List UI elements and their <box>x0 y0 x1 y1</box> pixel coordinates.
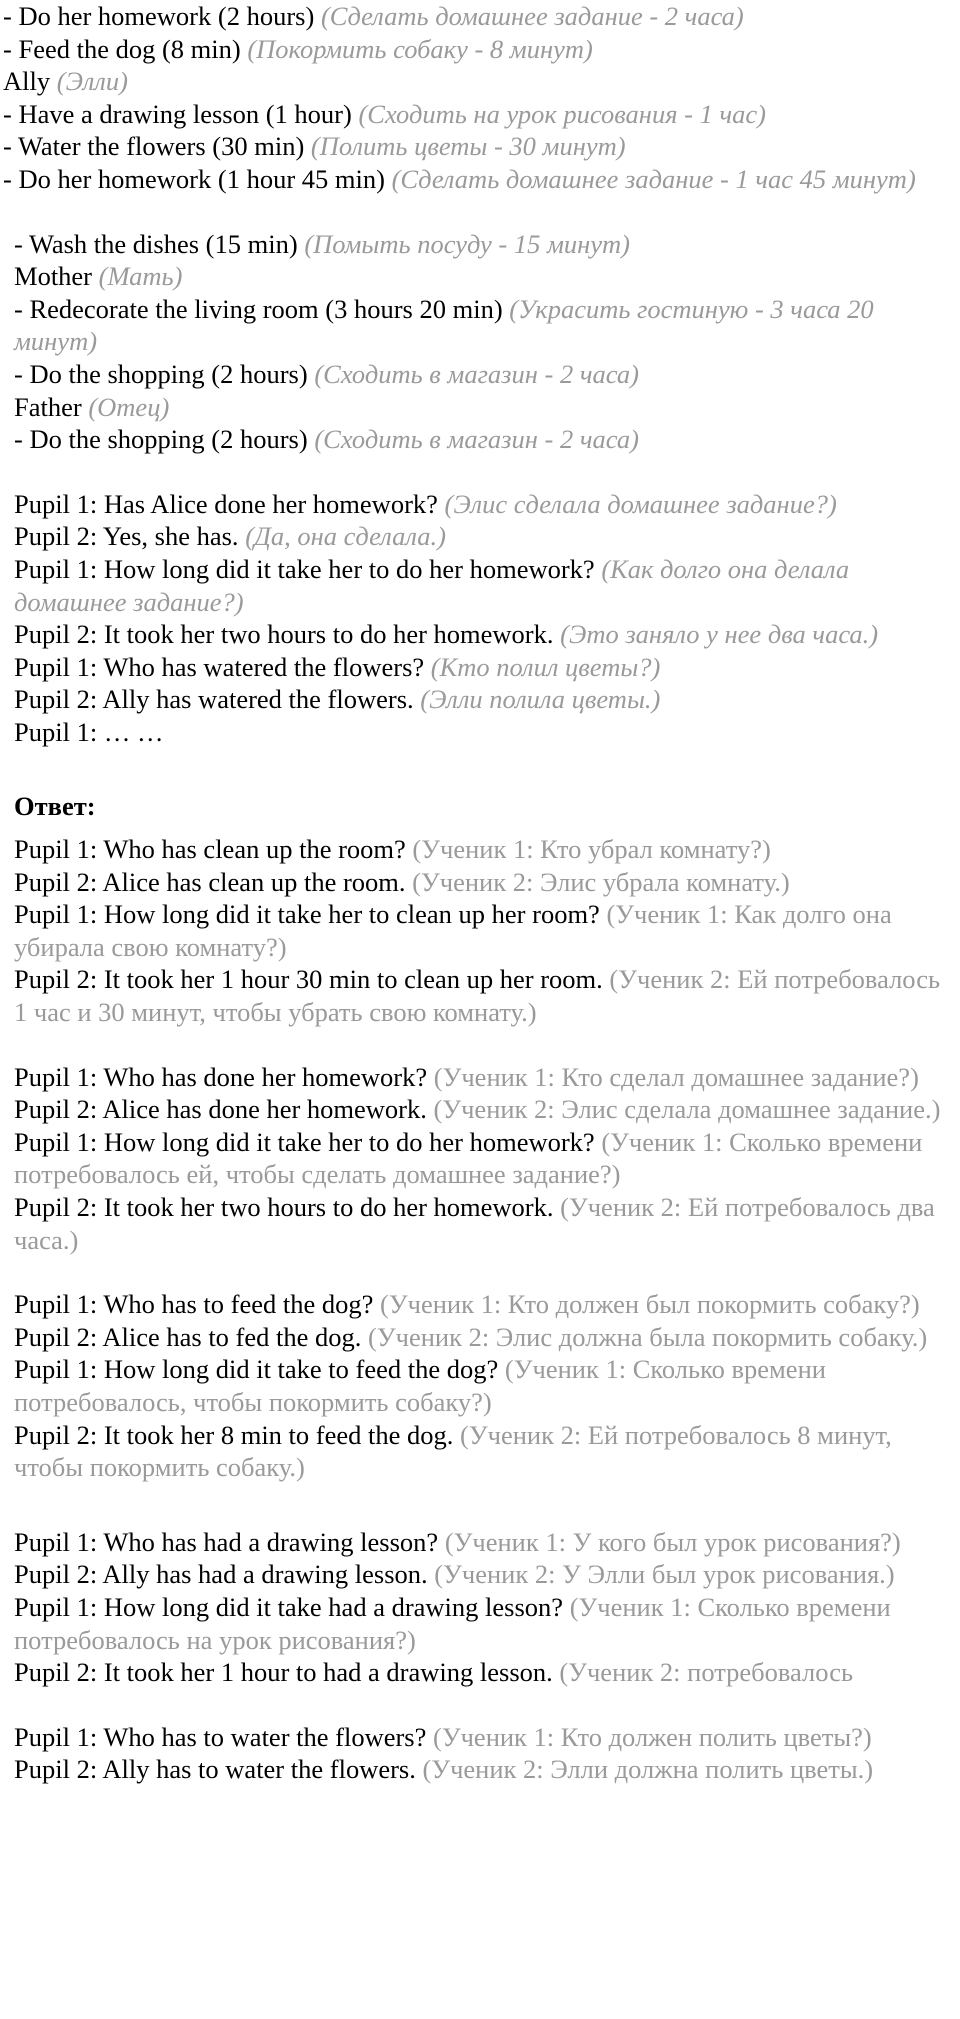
task-ru: (Украсить гостиную - 3 часа 20 минут) <box>14 293 874 357</box>
answer-en: Pupil 2: It took her two hours to do her homework. <box>14 1192 554 1222</box>
answer-ru: (Ученик 2: Ей потребовалось 8 минут, чтобы покормить собаку.) <box>14 1419 892 1483</box>
answer-en: Pupil 2: It took her 8 min to feed the dog. <box>14 1419 454 1450</box>
task-en: - Do her homework (2 hours) <box>3 1 315 31</box>
dialogue-en: Pupil 2: Yes, she has. <box>14 521 239 552</box>
dialogue-ru: (Да, она сделала.) <box>245 521 446 552</box>
task-ru: (Сходить в магазин - 2 часа) <box>314 358 639 389</box>
answer-group <box>0 1526 946 1689</box>
answer-ru: (Ученик 1: Кто должен полить цветы?) <box>433 1721 872 1752</box>
task-en: Mother <box>14 261 93 292</box>
answer-ru: (Ученик 2: У Элли был урок рисования.) <box>434 1559 895 1590</box>
dialogue-ru: (Элис сделала домашнее задание?) <box>444 488 837 519</box>
dialogue-line <box>14 488 946 521</box>
answer-line <box>14 1061 946 1094</box>
task-line <box>3 163 946 196</box>
answer-ru: (Ученик 1: Кто должен был покормить собаку?) <box>380 1289 920 1320</box>
task-line <box>14 391 946 424</box>
dialogue-line <box>14 683 946 716</box>
dialogue-line <box>14 618 946 651</box>
task-ru: (Отец) <box>88 391 170 422</box>
answer-line <box>14 1558 946 1591</box>
answer-en: Pupil 1: How long did it take to feed the dog? <box>14 1354 499 1385</box>
answer-line <box>14 1288 946 1321</box>
answer-ru: (Ученик 2: Элли должна полить цветы.) <box>422 1754 874 1785</box>
answer-line <box>14 1419 946 1484</box>
task-en: - Water the flowers (30 min) <box>3 131 305 162</box>
task-ru: (Покормить собаку - 8 минут) <box>247 33 593 64</box>
dialogue-line <box>14 520 946 553</box>
answer-line <box>14 1191 946 1256</box>
task-en: - Feed the dog (8 min) <box>3 33 241 64</box>
answer-ru: (Ученик 1: Кто сделал домашнее задание?) <box>433 1061 919 1092</box>
task-ru: (Элли) <box>56 66 128 97</box>
task-line <box>14 228 946 261</box>
answer-line <box>14 1353 946 1418</box>
dialogue-ru: (Это заняло у нее два часа.) <box>560 619 879 650</box>
task-line <box>14 423 946 456</box>
tasks-mid <box>0 228 946 456</box>
answer-en: Pupil 2: It took her 1 hour to had a drawing lesson. <box>14 1657 553 1688</box>
answer-ru: (Ученик 1: У кого был урок рисования?) <box>444 1526 901 1557</box>
answer-line <box>14 898 946 963</box>
answer-en: Pupil 2: Alice has done her homework. <box>14 1094 427 1125</box>
task-line <box>14 260 946 293</box>
dialogue-en: Pupil 1: How long did it take her to do her homework? <box>14 553 595 584</box>
task-ru: (Сделать домашнее задание - 2 часа) <box>320 1 744 31</box>
task-ru: (Полить цветы - 30 минут) <box>310 131 626 162</box>
answer-ru: (Ученик 1: Сколько времени потребовалось, чтобы покормить собаку?) <box>14 1354 826 1417</box>
answer-group <box>0 833 946 1029</box>
tasks-top <box>0 0 946 196</box>
answer-ru: (Ученик 2: Ей потребовалось 1 час и 30 минут, чтобы убрать свою комнату.) <box>14 964 941 1028</box>
task-ru: (Сходить на урок рисования - 1 час) <box>358 98 766 129</box>
answer-en: Pupil 2: Ally has to water the flowers. <box>14 1754 416 1785</box>
task-en: - Wash the dishes (15 min) <box>14 228 298 259</box>
task-en: - Do the shopping (2 hours) <box>14 424 308 455</box>
task-line <box>3 130 946 163</box>
task-en: - Redecorate the living room (3 hours 20 min) <box>14 293 503 324</box>
dialogue-line <box>14 651 946 684</box>
answer-en: Pupil 2: It took her 1 hour 30 min to clean up her room. <box>14 964 603 995</box>
answer-en: Pupil 1: How long did it take her to do her homework? <box>14 1126 595 1157</box>
answer-ru: (Ученик 1: Сколько времени потребовалось ей, чтобы сделать домашнее задание?) <box>14 1126 923 1190</box>
answer-line <box>14 1126 946 1191</box>
answer-group <box>0 1288 946 1484</box>
answer-group <box>0 1061 946 1257</box>
task-ru: (Помыть посуду - 15 минут) <box>304 228 631 259</box>
answer-ru: (Ученик 2: Элис убрала комнату.) <box>412 866 790 897</box>
answer-en: Pupil 2: Alice has clean up the room. <box>14 866 406 897</box>
answer-ru: (Ученик 2: Ей потребовалось два часа.) <box>14 1192 935 1255</box>
dialogue-ru: (Как долго она делала домашнее задание?) <box>14 553 850 617</box>
answer-line <box>14 1721 946 1754</box>
answer-en: Pupil 1: How long did it take had a drawing lesson? <box>14 1591 564 1622</box>
answer-en: Pupil 1: Who has to water the flowers? <box>14 1721 427 1752</box>
dialogue-ru: (Элли полила цветы.) <box>420 684 661 715</box>
answer-line <box>14 963 946 1028</box>
task-en: - Do the shopping (2 hours) <box>14 358 308 389</box>
task-line <box>14 293 946 358</box>
answer-line <box>14 1753 946 1786</box>
answer-line <box>14 833 946 866</box>
answer-en: Pupil 1: Who has to feed the dog? <box>14 1289 374 1320</box>
task-line <box>3 98 946 131</box>
task-en: Ally <box>3 66 51 97</box>
answer-ru: (Ученик 2: Элис сделала домашнее задание.) <box>433 1094 941 1125</box>
answer-line <box>14 1591 946 1656</box>
task-line <box>14 358 946 391</box>
answer-en: Pupil 2: Alice has to fed the dog. <box>14 1321 362 1352</box>
answer-line <box>14 1321 946 1354</box>
task-line <box>3 33 946 66</box>
task-ru: (Сходить в магазин - 2 часа) <box>314 424 639 455</box>
dialogue-en: Pupil 1: … … <box>14 716 164 747</box>
task-en: - Have a drawing lesson (1 hour) <box>3 98 352 129</box>
dialogue-ru: (Кто полил цветы?) <box>430 651 661 682</box>
answer-en: Pupil 1: How long did it take her to clean up her room? <box>14 899 600 930</box>
answer-line <box>14 1526 946 1559</box>
task-ru: (Мать) <box>98 261 183 292</box>
answer-ru: (Ученик 2: потребовалось <box>559 1657 854 1688</box>
answer-en: Pupil 1: Who has done her homework? <box>14 1061 428 1092</box>
answer-ru: (Ученик 1: Кто убрал комнату?) <box>412 834 771 865</box>
answer-line <box>14 866 946 899</box>
answer-line <box>14 1656 946 1689</box>
task-line <box>3 65 946 98</box>
dialogue-line <box>14 553 946 618</box>
answer-line <box>14 1093 946 1126</box>
task-line <box>3 0 946 33</box>
dialogue-en: Pupil 2: It took her two hours to do her homework. <box>14 619 554 650</box>
task-ru: (Сделать домашнее задание - 1 час 45 минут) <box>391 163 916 194</box>
dialogue-line <box>14 716 946 749</box>
answer-en: Pupil 2: Ally has had a drawing lesson. <box>14 1559 428 1590</box>
answer-en: Pupil 1: Who has clean up the room? <box>14 834 406 865</box>
dialogue-en: Pupil 1: Who has watered the flowers? <box>14 651 425 682</box>
answer-ru: (Ученик 1: Сколько времени потребовалось на урок рисования?) <box>14 1591 891 1655</box>
answer-ru: (Ученик 2: Элис должна была покормить собаку.) <box>368 1321 928 1352</box>
answer-en: Pupil 1: Who has had a drawing lesson? <box>14 1526 439 1557</box>
answer-ru: (Ученик 1: Как долго она убирала свою комнату?) <box>14 899 892 962</box>
answer-group <box>0 1721 946 1786</box>
dialogue-en: Pupil 2: Ally has watered the flowers. <box>14 684 414 715</box>
task-en: Father <box>14 391 82 422</box>
task-en: - Do her homework (1 hour 45 min) <box>3 163 385 194</box>
dialogue-en: Pupil 1: Has Alice done her homework? <box>14 488 438 519</box>
example-dialogue <box>0 488 946 749</box>
answer-heading: Ответ: <box>14 791 96 822</box>
